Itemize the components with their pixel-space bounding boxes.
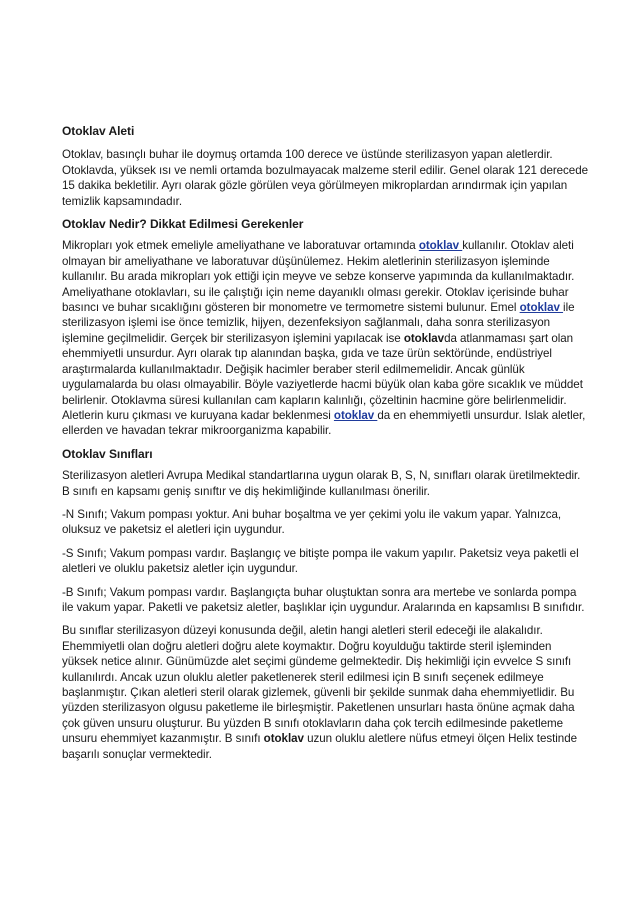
otoklav-bold-text: otoklav: [263, 732, 304, 746]
document-page: [62, 118, 588, 770]
otoklav-link-2[interactable]: otoklav: [519, 301, 564, 315]
intro-paragraph: Otoklav, basınçlı buhar ile doymuş ortamda 100 derece ve üstünde sterilizasyon yapan aletlerdir. Otoklavda, yüksek ısı ve nemli ortamda bozulmayacak malzeme steril edilir. Genel olarak 121 derecede 15 dakika bekletilir. Ayrı olarak gözle görülen veya görülmeyen mikroplardan arındırmak için yapılan temizlik kapsamındadır.: [62, 148, 588, 208]
siniflar-conclusion-paragraph: [62, 623, 588, 762]
paragraph-text: da atlanmaması şart olan ehemmiyetli unsurdur. Ayrı olarak tıp alanından başka, gıda ve taze ürün sektöründe, endüstriyel araştırmalarda kullanılmaktadır. Değişik hacimler beraber steril edilmemelidir. Ancak günlük uygulamalarda bu olası olmayabilir. Böyle vaziyetlerde hacmi büyük olan kaba göre sıcaklık ve müddet belirlenir. Otoklavma süresi kullanılan cam kapların kalınlığı, çözeltinin hacmine göre belirlenmelidir. Aletlerin kuru çıkması ve kuruyana kadar beklenmesi: [62, 331, 583, 422]
s-sinifi-paragraph: -S Sınıfı; Vakum pompası vardır. Başlangıç ve bitişte pompa ile vakum yapılır. Paketsiz veya paketli el aletleri ve oluklu paketsiz aletler için uygundur.: [62, 546, 579, 576]
document-title: Otoklav Aleti: [62, 124, 135, 138]
section-heading-otoklav-siniflari: Otoklav Sınıfları: [62, 446, 153, 461]
otoklav-nedir-paragraph: [62, 238, 588, 438]
otoklav-bold-text: otoklav: [403, 331, 445, 345]
paragraph-text: da en ehemmiyetli unsurdur. Islak aletler, ellerden ve havadan tekrar mikroorganizma kapabilir.: [62, 408, 586, 438]
paragraph-text: Mikropları yok etmek emeliyle ameliyathane ve laboratuvar ortamında: [62, 239, 419, 253]
siniflar-intro-paragraph: Sterilizasyon aletleri Avrupa Medikal standartlarına uygun olarak B, S, N, sınıfları olarak üretilmektedir. B sınıfı en kapsamı geniş sınıftır ve diş hekimliğinde kullanılması önerilir.: [62, 469, 581, 498]
paragraph-text: kullanılır. Otoklav aleti olmayan bir ameliyathane ve laboratuvar düşünülemez. Hekim aletlerinin sterilizasyon işleminde kullanılır. Bu arada mikropları yok ettiği için meyve ve sebze konserve yapımında da kullanılmaktadır. Ameliyathane otoklavları, su ile çalıştığı için neme dayanıklı olması gerekir. Otoklav içerisinde buhar basıncı ve buhar sıcaklığını gösteren bir monometre ve termometre sistemi bulunur. Emel: [62, 239, 575, 315]
b-sinifi-paragraph: -B Sınıfı; Vakum pompası vardır. Başlangıçta buhar oluştuktan sonra ara mertebe ve sonlarda pompa ile vakum yapar. Paketli ve paketsiz aletler, başlıklar için uygundur. Aralarında en kapsamlısı B sınıfıdır.: [62, 585, 585, 614]
n-sinifi-paragraph: -N Sınıfı; Vakum pompası yoktur. Ani buhar boşaltma ve yer çekimi yolu ile vakum yapar. Yalnızca, oluksuz ve paketsiz el aletleri için uygundur.: [62, 507, 562, 537]
paragraph-text: Bu sınıflar sterilizasyon düzeyi konusunda değil, aletin hangi aletleri steril edeceği ile alakalıdır. Ehemmiyetli olan doğru aletleri doğru alete koymaktır. Doğru koyulduğu taktirde steril işleminden yüksek netice alınır. Günümüzde alet seçimi gündeme gelmektedir. Diş hekimliği için evvelce S sınıfı kullanılırdı. Ancak uzun oluklu aletler paketlenerek steril edilmesi için B sınıfı seçenek edilmeye başlanmıştır. Çıkan aletleri steril olarak gizlemek, güvenli bir şekilde sunmak daha ehemmiyetlidir. Bu yüzden sterilizasyon olgusu paketleme ile birleşmiştir. Paketlenen unsurları hasta önüne açmak daha çok güven unsuru oluşturur. Bu yüzden B sınıfı otoklavların daha çok tercih edilmesinde paketleme unsuru ehemmiyet kazanmıştır. B sınıfı: [62, 624, 575, 746]
paragraph-text: uzun oluklu aletlere nüfus etmeyi ölçen Helix testinde başarılı sonuçlar vermektedir.: [62, 732, 577, 761]
paragraph-text: ile sterilizasyon işlemi ise önce temizlik, hijyen, dezenfeksiyon sağlanmalı, daha sonra sterilizasyon işlemine geçilmelidir. Gerçek bir sterilizasyon işlemini yapılacak ise: [62, 301, 575, 345]
otoklav-link-3[interactable]: otoklav: [333, 408, 378, 422]
section-heading-otoklav-nedir: Otoklav Nedir? Dikkat Edilmesi Gerekenler: [62, 217, 304, 232]
otoklav-link-1[interactable]: otoklav: [418, 239, 463, 253]
